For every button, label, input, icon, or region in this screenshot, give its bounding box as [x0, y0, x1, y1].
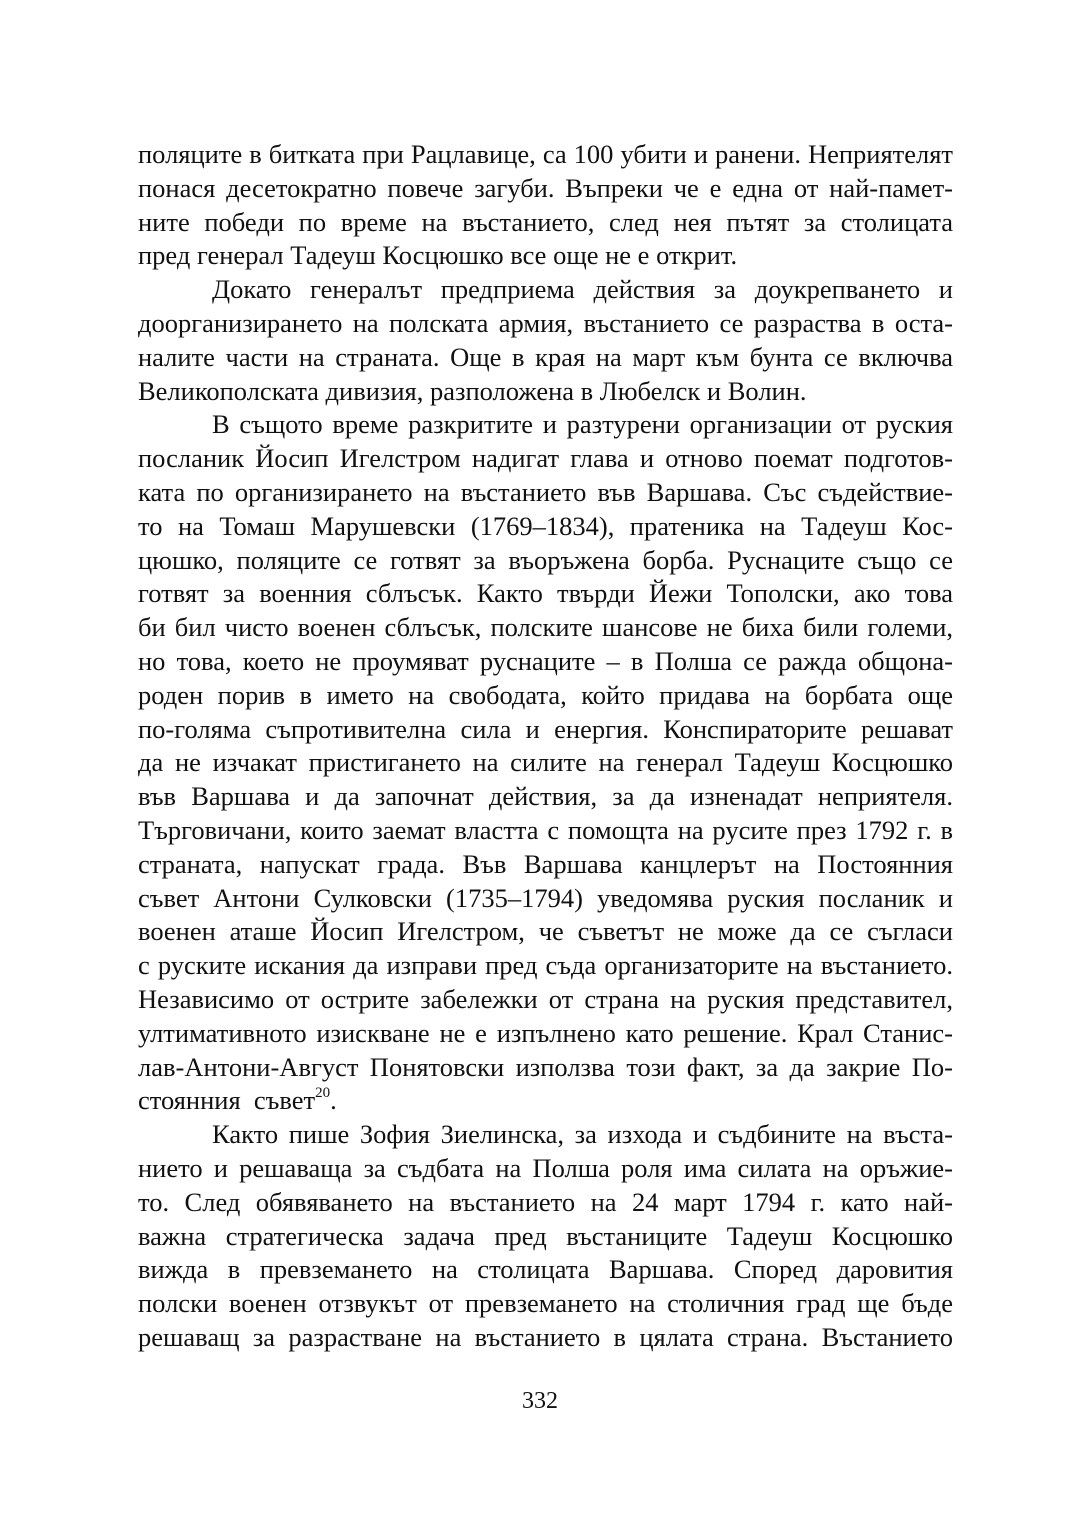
paragraph-2 — [138, 273, 953, 408]
text-line — [138, 1084, 953, 1118]
page-number: 332 — [522, 1388, 558, 1414]
paragraph-1 — [138, 138, 953, 273]
body-text — [138, 138, 953, 1355]
text-line: Както пише Зофия Зиелинска, за изхода и съдбините на въста- — [212, 1119, 953, 1150]
text-line: да не изчакат пристигането на силите на генерал Тадеуш Косцюшко — [138, 747, 953, 778]
text-line: цюшко, поляците се готвят за въоръжена борба. Руснаците също се — [138, 544, 953, 575]
text-line: страната, напускат града. Във Варшава канцлерът на Постоянния — [138, 848, 953, 879]
text-line: готвят за военния сблъсък. Както твърди Йежи Тополски, ако това — [138, 578, 953, 609]
text-line: важна стратегическа задача пред въстаниците Тадеуш Косцюшко — [138, 1220, 953, 1251]
text-line: лав-Антони-Август Понятовски използва този факт, за да закрие По- — [138, 1051, 953, 1082]
text-line: ните победи по време на въстанието, след нея пътят за столицата — [138, 206, 953, 237]
text-line: пред генерал Тадеуш Косцюшко все още не е открит. — [138, 240, 738, 271]
paragraph-3 — [138, 408, 953, 1118]
footnote-reference[interactable]: 20 — [315, 1085, 331, 1102]
text-line: ултимативното изискване не е изпълнено като решение. Крал Станис- — [138, 1017, 953, 1048]
text-line: Независимо от острите забележки от страна на руския представител, — [138, 983, 953, 1014]
text-line: решаващ за разрастване на въстанието в цялата страна. Въстанието — [138, 1321, 953, 1352]
text-line: то на Томаш Марушевски (1769–1834), пратеника на Тадеуш Кос- — [138, 510, 953, 541]
text-line: доорганизирането на полската армия, въстанието се разраства в оста- — [138, 307, 953, 338]
text-line: поляците в битката при Рацлавице, са 100 убити и ранени. Неприятелят — [138, 139, 953, 169]
text-line: Докато генералът предприема действия за доукрепването и — [212, 274, 953, 305]
text-line: посланик Йосип Игелстром надигат глава и отново поемат подготов- — [138, 443, 953, 474]
text-line: налите части на страната. Още в края на март към бунта се включва — [138, 341, 953, 372]
text-line: полски военен отзвукът от превземането на столичния град ще бъде — [138, 1288, 953, 1319]
text-line: във Варшава и да започнат действия, за да изненадат неприятеля. — [138, 781, 953, 812]
text-line: то. След обявяването на въстанието на 24 март 1794 г. като най- — [138, 1186, 953, 1217]
text-line: вижда в превземането на столицата Варшава. Според даровития — [138, 1254, 953, 1285]
text-line: по-голяма съпротивителна сила и енергия. Конспираторите решават — [138, 713, 953, 744]
text-line: но това, което не проумяват руснаците – в Полша се ражда общона- — [138, 645, 953, 676]
sentence-end: . — [330, 1085, 337, 1116]
text-line: Търговичани, които заемат властта с помощта на русите през 1792 г. в — [138, 814, 953, 845]
text-line: роден порив в името на свободата, който придава на борбата още — [138, 679, 953, 710]
text-line: Великополската дивизия, разположена в Любелск и Волин. — [138, 375, 807, 406]
text-line: военен аташе Йосип Игелстром, че съветът не може да се съгласи — [138, 916, 953, 947]
text-line: ката по организирането на въстанието във Варшава. Със съдействие- — [138, 476, 953, 507]
text-line: би бил чисто военен сблъсък, полските шансове не биха били големи, — [138, 612, 953, 643]
paragraph-4 — [138, 1118, 953, 1355]
text-line: нието и решаваща за съдбата на Полша роля има силата на оръжие- — [138, 1152, 953, 1183]
text-line: съвет Антони Сулковски (1735–1794) уведомява руския посланик и — [138, 882, 953, 913]
text-line: В същото време разкритите и разтурени организации от руския — [212, 409, 953, 440]
text-line-content: стоянния съвет — [138, 1085, 316, 1116]
text-line: с руските искания да изправи пред съда организаторите на въстанието. — [138, 950, 953, 981]
text-line: понася десетократно повече загуби. Въпреки че е една от най-памет- — [138, 172, 953, 203]
